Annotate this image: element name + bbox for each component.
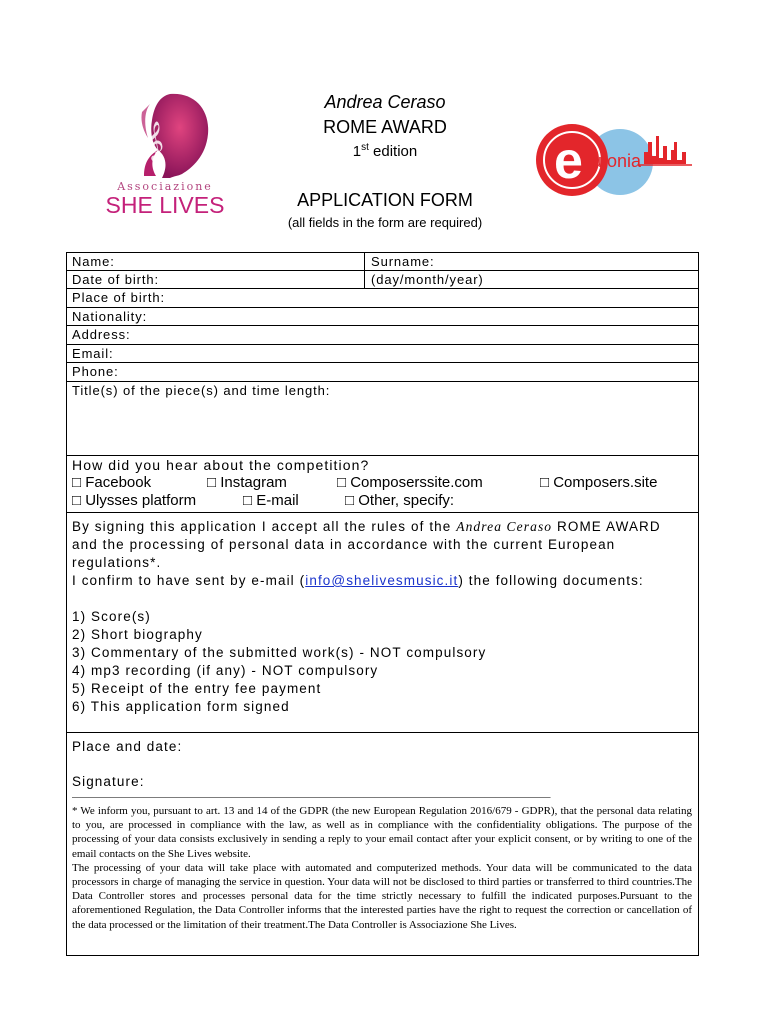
row-address[interactable] [67, 326, 698, 345]
required-note: (all fields in the form are required) [287, 215, 483, 230]
doc-1: 1) Score(s) [72, 609, 151, 624]
phone-label: Phone: [72, 364, 119, 379]
she-lives-logo [100, 86, 230, 221]
name-label: Name: [72, 254, 115, 269]
eufonia-logo [532, 122, 697, 198]
option-email[interactable]: □ E-mail [243, 492, 299, 509]
signature-rule: _______________________________________________________________________________________ [72, 787, 551, 799]
svg-text:𝄞: 𝄞 [144, 121, 165, 161]
title-label: Title(s) of the piece(s) and time length: [72, 383, 331, 398]
composer-name: Andrea Ceraso [324, 92, 446, 112]
row-dob[interactable] [67, 271, 698, 289]
option-other[interactable]: □ Other, specify: [345, 492, 455, 509]
surname-label: Surname: [371, 254, 435, 269]
row-title[interactable] [67, 382, 698, 456]
dob-format: (day/month/year) [371, 272, 484, 287]
svg-text:e: e [554, 132, 583, 190]
form-title: APPLICATION FORM [297, 190, 473, 210]
row-pob[interactable] [67, 289, 698, 308]
row-phone[interactable] [67, 363, 698, 382]
row-email[interactable] [67, 345, 698, 363]
option-composerssite-com[interactable]: □ Composerssite.com [337, 474, 483, 491]
option-ulysses[interactable]: □ Ulysses platform [72, 492, 197, 509]
confirm-text: I confirm to have sent by e-mail (info@shelivesmusic.it) the following documents: [72, 573, 644, 588]
edition: 1st edition [352, 142, 418, 160]
svg-text:ufonia: ufonia [592, 151, 642, 171]
doc-4: 4) mp3 recording (if any) - NOT compulsory [72, 663, 379, 678]
pob-label: Place of birth: [72, 290, 165, 305]
svg-text:Associazione: Associazione [117, 180, 213, 193]
place-date-label[interactable]: Place and date: [72, 739, 183, 754]
row-nationality[interactable] [67, 308, 698, 326]
doc-5: 5) Receipt of the entry fee payment [72, 681, 322, 696]
application-form [66, 252, 699, 956]
option-instagram[interactable]: □ Instagram [207, 474, 287, 491]
doc-6: 6) This application form signed [72, 699, 290, 714]
nationality-label: Nationality: [72, 309, 148, 324]
award-title: ROME AWARD [323, 117, 447, 137]
email-link[interactable]: info@shelivesmusic.it [305, 573, 459, 588]
option-facebook[interactable]: □ Facebook [72, 474, 152, 491]
email-label: Email: [72, 346, 114, 361]
option-composers-site[interactable]: □ Composers.site [540, 474, 658, 491]
doc-2: 2) Short biography [72, 627, 203, 642]
gdpr-note: * We inform you, pursuant to art. 13 and 14 of the GDPR (the new European Regulation 2016/679 - GDPR), that the personal data relating to you, are processed in compliance with the law, as well as in compliance with the confidentiality obligations. The purpose of the processing of your data consists exclusively in sending a reply to your email contact after your explicit consent, or by writing to one of the email contacts on the She Lives website. The processing of your data will take place with automated and computerized methods. Your data will be communicated to the data processors in charge of managing the service in question. Your data will not be disclosed to third parties or transferred to third countries.The Data Controller stores and processes personal data for the time strictly necessary to fulfill the indicated purposes.Pursuant to the aforementioned Regulation, the Data Controller informs that the interested parties have the right to request the correction or cancellation of the data processed or the limitation of their treatment.The Data Controller is Associazione She Lives. [72, 805, 692, 931]
row-consent [67, 513, 698, 733]
signature-label[interactable]: Signature: [72, 774, 145, 789]
competition-question: How did you hear about the competition? [72, 457, 370, 473]
row-name[interactable] [67, 253, 698, 271]
row-signature [67, 733, 698, 955]
svg-text:SHE LIVES: SHE LIVES [105, 192, 225, 218]
address-label: Address: [72, 327, 131, 342]
row-competition [67, 456, 698, 513]
doc-3: 3) Commentary of the submitted work(s) - NOT compulsory [72, 645, 487, 660]
consent-text: By signing this application I accept all the rules of the Andrea Ceraso ROME AWARD and the processing of personal data in accordance with the current European regulations*. [72, 519, 661, 570]
dob-label: Date of birth: [72, 272, 160, 287]
